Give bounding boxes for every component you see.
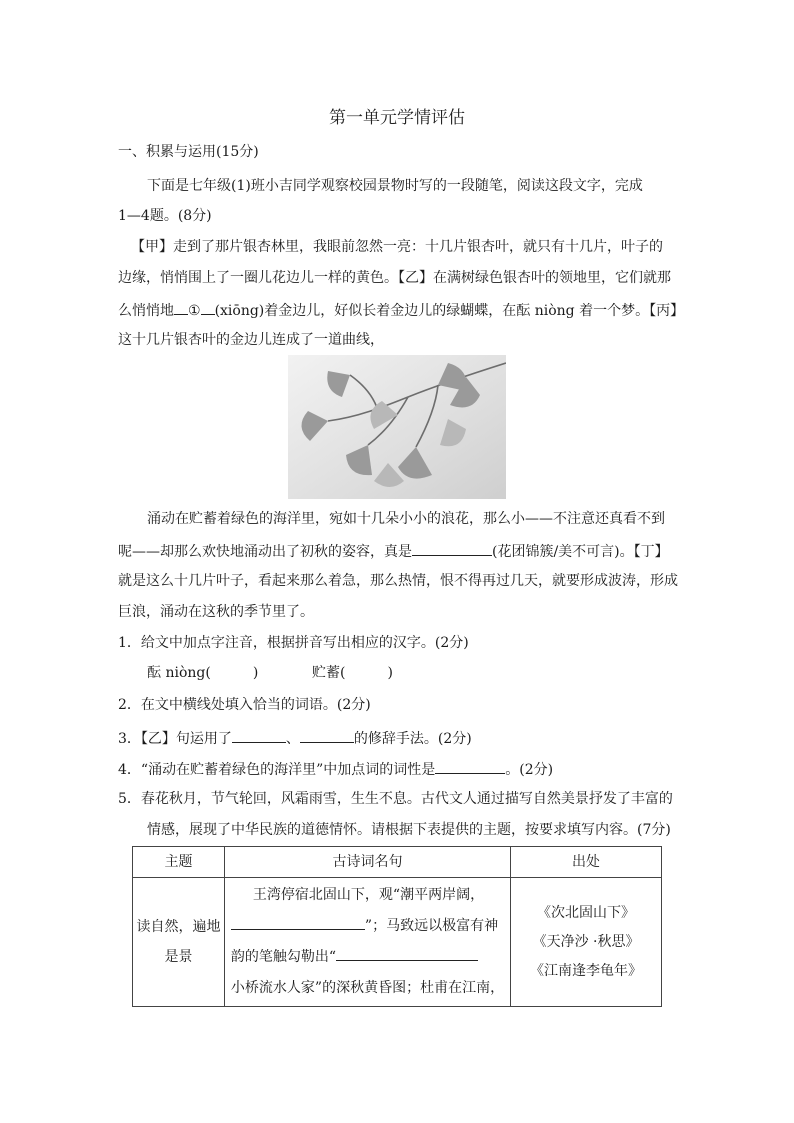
passage-line: 【甲】走到了那片银杏林里，我眼前忽然一亮：十几片银杏叶，就只有十几片，叶子的 <box>131 239 663 255</box>
blank-line <box>231 914 365 930</box>
passage-text: (xiōng)着金边儿，好似长着金边儿的绿蝴蝶，在酝 niòng 着一个梦。【丙】 <box>214 303 685 319</box>
table-header: 出处 <box>511 847 662 878</box>
theme-text: 读自然，遍地 <box>136 919 221 935</box>
verse-cell <box>224 878 510 1007</box>
theme-cell <box>133 878 225 1007</box>
passage-line: 涌动在贮蓄着绿色的海洋里，宛如十几朵小小的浪花，那么小——不注意还真看不到 <box>147 511 665 527</box>
table-header: 主题 <box>133 847 225 878</box>
question-4 <box>118 758 553 780</box>
blank-line <box>412 540 492 556</box>
poem-table <box>132 846 662 1007</box>
passage-line: 巨浪，涌动在这秋的季节里了。 <box>118 604 314 620</box>
page-title: 第一单元学情评估 <box>329 108 465 128</box>
blank-line <box>336 945 478 961</box>
passage-text: 么悄悄地 <box>118 303 174 319</box>
table-row <box>133 878 662 1007</box>
passage-line: 这十几片银杏叶的金边儿连成了一道曲线， <box>118 332 384 348</box>
blank-line <box>174 299 188 315</box>
passage-line: 边缘，悄悄围上了一圈儿花边儿一样的黄色。【乙】在满树绿色银杏叶的领地里，它们就那 <box>118 270 671 286</box>
passage-line <box>118 540 669 562</box>
verse-line: 王湾停宿北固山下，观“潮平两岸阔， <box>252 887 485 903</box>
source-text: 《天净沙 ·秋思》 <box>532 933 640 950</box>
source-text: 《次北固山下》 <box>537 904 636 921</box>
question-text: 。(2分) <box>505 762 554 778</box>
question-3 <box>118 727 472 749</box>
question-2: 2．在文中横线处填入恰当的词语。(2分) <box>118 697 371 713</box>
verse-line <box>231 942 504 973</box>
blank-line <box>300 727 354 743</box>
question-text: 4．“涌动在贮蓄着绿色的海洋里”中加点词的词性是 <box>118 762 436 778</box>
table-header: 古诗词名句 <box>224 847 510 878</box>
question-1-item-a: 酝 niòng( ) <box>147 665 259 681</box>
source-text: 《江南逢李龟年》 <box>530 962 643 979</box>
passage-line <box>118 299 684 321</box>
verse-text: ”；马致远以极富有神 <box>364 918 499 934</box>
passage-text: (花团锦簇/美不可言)。【丁】 <box>492 544 669 560</box>
blank-line <box>201 299 215 315</box>
verse-line: 小桥流水人家”的深秋黄昏图；杜甫在江南， <box>230 980 505 996</box>
question-1: 1．给文中加点字注音，根据拼音写出相应的汉字。(2分) <box>118 635 469 651</box>
intro-line-1: 下面是七年级(1)班小吉同学观察校园景物时写的一段随笔，阅读这段文字，完成 <box>147 178 643 194</box>
section-heading: 一、积累与运用(15分) <box>118 144 259 160</box>
table-header-row <box>133 847 662 878</box>
question-1-item-b: 贮蓄( ) <box>312 665 393 681</box>
blank-line <box>435 758 505 774</box>
question-text: 、 <box>285 731 300 747</box>
blank-line <box>232 727 286 743</box>
blank-marker: ① <box>188 303 201 319</box>
question-text: 3．【乙】句运用了 <box>118 731 232 747</box>
verse-line <box>231 911 504 942</box>
passage-line: 就是这么十几片叶子，看起来那么着急，那么热情，恨不得再过几天，就要形成波涛，形成 <box>118 573 678 589</box>
intro-line-2: 1—4题。(8分) <box>118 208 212 224</box>
passage-text: 呢——却那么欢快地涌动出了初秋的姿容，真是 <box>118 544 412 560</box>
question-5-cont: 情感，展现了中华民族的道德情怀。请根据下表提供的主题，按要求填写内容。(7分) <box>147 822 671 838</box>
source-cell <box>511 878 662 1007</box>
theme-text: 是景 <box>164 949 193 965</box>
question-text: 的修辞手法。(2分) <box>353 731 472 747</box>
question-5: 5．春花秋月，节气轮回，风霜雨雪，生生不息。古代文人通过描写自然美景抒发了丰富的 <box>118 791 673 807</box>
ginkgo-photo <box>288 355 506 499</box>
verse-text: 韵的笔触勾勒出“ <box>230 949 337 965</box>
